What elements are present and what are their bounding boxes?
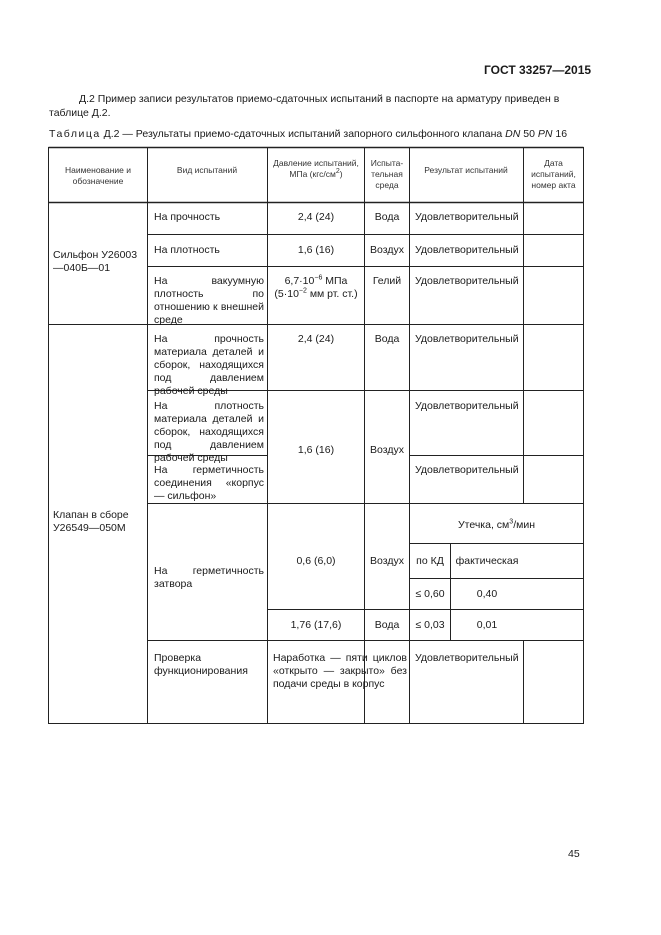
caption-dn: DN — [505, 128, 521, 140]
pressure-a-sup: −6 — [314, 274, 323, 282]
leak-header-text: Утечка, см — [457, 519, 510, 531]
pressure-a-text: 6,7·10 — [284, 275, 315, 287]
g2-row3-result: Удовлетворительный — [415, 464, 519, 476]
seat-kd-2: ≤ 0,03 — [415, 619, 445, 631]
seat-pressure-2: 1,76 (17,6) — [290, 619, 342, 631]
g1-row2-type: На плотность — [154, 244, 220, 256]
caption-dn-value: 50 — [523, 128, 535, 140]
seat-medium-2: Вода — [374, 619, 400, 631]
header-name: Наименование и обозначение — [64, 165, 132, 186]
caption-prefix: Таблица — [49, 128, 101, 140]
leak-header — [410, 519, 583, 532]
g2-row1-medium: Вода — [374, 333, 400, 345]
g1-row2-result: Удовлетворительный — [415, 244, 519, 256]
header-pressure-end: ) — [339, 169, 343, 179]
intro-paragraph: Д.2 Пример записи результатов приемо-сдаточных испытаний в паспорте на арматуру приведен в таблице Д.2. — [49, 93, 560, 119]
seat-actual-2: 0,01 — [476, 619, 498, 631]
seat-medium-1: Воздух — [370, 555, 404, 567]
header-pressure-sup: 2 — [335, 168, 340, 176]
pressure-b-end: мм рт. ст.) — [306, 288, 358, 300]
leak-header-sup: 3 — [509, 518, 514, 526]
group1-name: Сильфон У26003—040Б—01 — [53, 249, 138, 274]
header-pressure-text: Давление испытаний, МПа (кгс/см — [273, 158, 359, 179]
g1-row3-pressure — [268, 275, 364, 301]
g1-row3-pressure-line1 — [268, 275, 364, 288]
g1-row1-type: На прочность — [154, 211, 221, 223]
header-medium: Испыта-тельная среда — [370, 158, 404, 190]
seat-kd-1: ≤ 0,60 — [415, 588, 445, 600]
group2-name: Клапан в сборе У26549—050М — [53, 509, 129, 534]
g2-merged-medium: Воздух — [370, 444, 404, 456]
g2-seat-type: На герметичность затвора — [154, 565, 264, 590]
g2-row2-type: На плотность материала деталей и сборок, находящихся под давлением рабочей среды — [154, 400, 264, 464]
table-border — [49, 148, 584, 724]
g2-row1-result: Удовлетворительный — [415, 333, 519, 345]
g2-row1-pressure: 2,4 (24) — [297, 333, 335, 345]
g2-row3-type: На герметичность соединения «корпус — сильфон» — [154, 464, 264, 502]
pressure-b-sup: −2 — [298, 287, 307, 295]
g1-row1-medium: Вода — [374, 211, 400, 223]
caption-pn: PN — [537, 128, 553, 140]
leak-header-end: /мин — [513, 519, 535, 531]
g1-row3-result: Удовлетворительный — [415, 275, 519, 287]
leak-col-actual: фактическая — [455, 555, 519, 567]
g2-function-type: Проверка функционирования — [154, 652, 248, 677]
pressure-b-text: (5·10 — [274, 288, 299, 300]
caption-title: Д.2 — Результаты приемо-сдаточных испытаний запорного сильфонного клапана — [103, 128, 503, 140]
g2-row2-result: Удовлетворительный — [415, 400, 519, 412]
g1-row2-pressure: 1,6 (16) — [297, 244, 335, 256]
g1-row1-result: Удовлетворительный — [415, 211, 519, 223]
seat-actual-1: 0,40 — [476, 588, 498, 600]
caption-pn-value: 16 — [555, 128, 568, 140]
page-number: 45 — [568, 848, 580, 860]
header-date: Дата испытаний, номер акта — [531, 158, 576, 190]
seat-pressure-1: 0,6 (6,0) — [296, 555, 336, 567]
leak-col-kd: по КД — [416, 555, 444, 567]
g2-merged-pressure: 1,6 (16) — [297, 444, 335, 456]
document-number: ГОСТ 33257—2015 — [484, 63, 592, 77]
header-type: Вид испытаний — [176, 165, 238, 175]
g2-row1-type: На прочность материала деталей и сборок, находящихся под давлением рабочей среды — [154, 333, 264, 397]
header-pressure — [271, 158, 361, 180]
g2-function-result: Удовлетворительный — [415, 652, 519, 664]
g1-row2-medium: Воздух — [370, 244, 404, 256]
pressure-a-end: МПа — [322, 275, 348, 287]
g1-row3-medium: Гелий — [372, 275, 402, 287]
g1-row3-type: На вакуумную плотность по отношению к внешней среде — [154, 275, 264, 326]
g1-row3-pressure-line2 — [268, 288, 364, 301]
g1-row1-pressure: 2,4 (24) — [297, 211, 335, 223]
g2-function-pressure: Наработка — пяти циклов «открыто — закрыто» без подачи среды в корпус — [273, 652, 407, 690]
header-result: Результат испытаний — [424, 165, 508, 175]
